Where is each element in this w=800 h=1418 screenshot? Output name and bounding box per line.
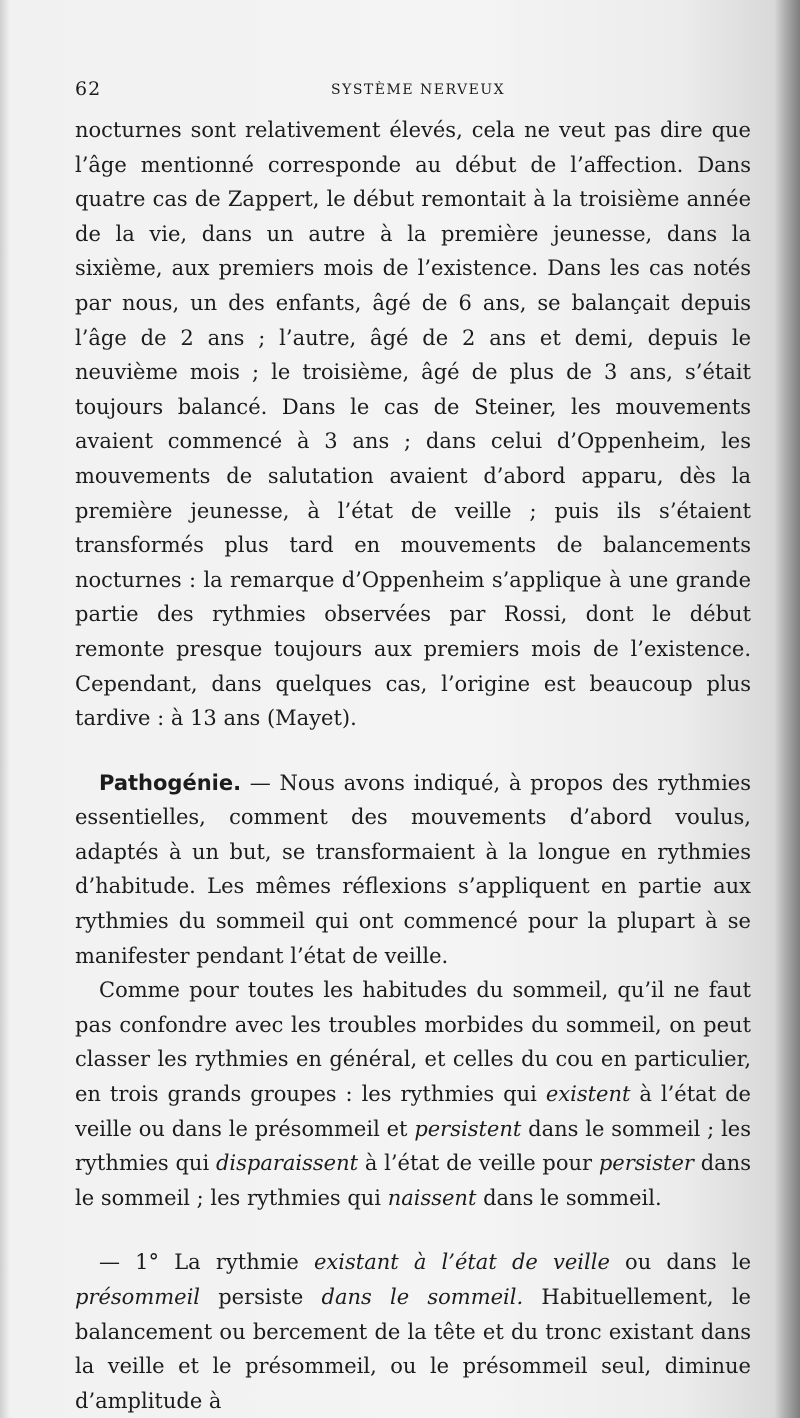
paragraph-1: nocturnes sont relativement élevés, cela ne veut pas dire que l’âge mentionné corresponde au début de l’affection. Dans quatre cas de Zappert, le début remontait à la troisième année de la vie, dans un autre à la première jeunesse, dans la sixième, aux premiers mois de l’existence. Dans les cas notés par nous, un des enfants, âgé de 6 ans, se balançait depuis l’âge de 2 ans ; l’autre, âgé de 2 ans et demi, depuis le neuvième mois ; le troisième, âgé de plus de 3 ans, s’était toujours balancé. Dans le cas de Steiner, les mouvements avaient commencé à 3 ans ; dans celui d’Oppenheim, les mouvements de salutation avaient d’abord apparu, dès la première jeunesse, à l’état de veille ; puis ils s’étaient transformés plus tard en mouvements de balancements nocturnes : la remarque d’Oppenheim s’applique à une grande partie des rythmies observées par Rossi, dont le début remonte presque toujours aux premiers mois de l’existence. Cependant, dans quelques cas, l’origine est beaucoup plus tardive : à 13 ans (Mayet). xyxy=(75,118,751,731)
page-body xyxy=(75,113,751,1418)
paragraph-4 xyxy=(75,1245,751,1418)
section-heading-pathogenie: Pathogénie. xyxy=(99,770,242,795)
italic-run: existant à l’état de veille xyxy=(313,1250,610,1275)
text-run: dans le sommeil ; les rythmies qui xyxy=(75,1116,751,1176)
italic-run: présommeil xyxy=(75,1285,201,1309)
text-run: à l’état de veille ou dans le présommeil et xyxy=(75,1082,751,1141)
text-run: Comme pour toutes les habitudes du sommeil, qu’il ne faut pas confondre avec les troubles morbides du sommeil, on peut classer les rythmies en général, et celles du cou en particulier, en trois grands groupes : les rythmies qui xyxy=(75,978,751,1107)
italic-run: persistent xyxy=(414,1116,522,1141)
text-run: Habituellement, le balancement ou bercement de la tête et du tronc existant dans la veille et le présommeil, ou le présommeil seul, diminue d’amplitude à xyxy=(75,1285,751,1413)
running-head: SYSTÈME NERVEUX xyxy=(331,82,506,98)
text-run: dans le sommeil ; les rythmies qui xyxy=(75,1151,751,1210)
italic-run: dans le sommeil. xyxy=(321,1285,524,1309)
page-number: 62 xyxy=(75,78,102,100)
text-run: — 1° La rythmie xyxy=(99,1250,314,1275)
italic-run: persister xyxy=(598,1151,694,1176)
italic-run: existent xyxy=(545,1082,631,1107)
italic-run: naissent xyxy=(387,1185,477,1210)
page-gutter-shadow xyxy=(774,0,800,1418)
page-header xyxy=(75,78,755,102)
paragraph-pathogenie xyxy=(75,766,751,974)
paragraph-pathogenie-text: — Nous avons indiqué, à propos des rythmies essentielles, comment des mouvements d’abord voulus, adaptés à un but, se transformaient à la longue en rythmies d’habitude. Les mêmes réflexions s’appliquent en partie aux rythmies du sommeil qui ont commencé pour la plupart à se manifester pendant l’état de veille. xyxy=(75,770,751,968)
page-left-edge xyxy=(0,0,10,1418)
text-run: persiste xyxy=(200,1285,322,1309)
paragraph-3 xyxy=(75,973,751,1215)
text-run: à l’état de veille pour xyxy=(358,1151,599,1176)
text-run: dans le sommeil. xyxy=(476,1185,662,1210)
text-run: ou dans le xyxy=(609,1250,751,1275)
italic-run: disparaissent xyxy=(215,1151,359,1176)
